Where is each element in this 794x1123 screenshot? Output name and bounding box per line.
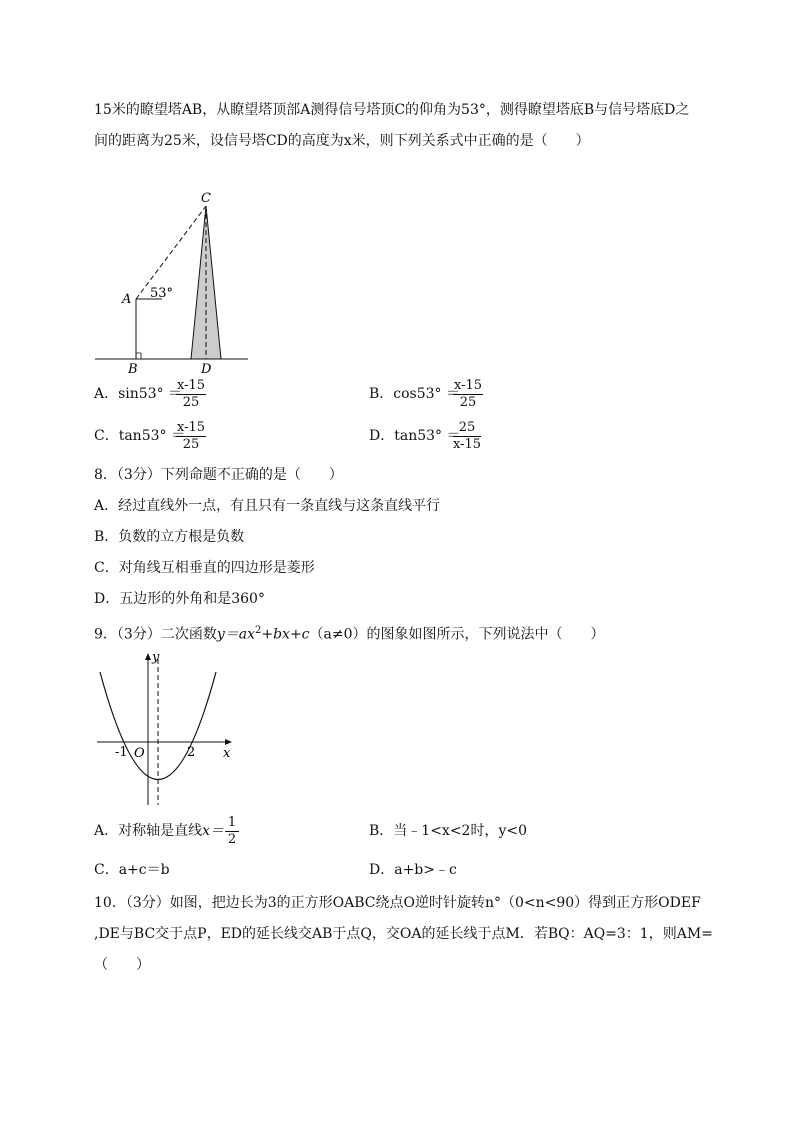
q9-stem: 9．（3分）二次函数$y=ax^2+bx+c(a\ne 0)$的图象如图所示，下列说法中（ ）	[94, 625, 605, 643]
label-d: D	[201, 362, 212, 377]
q9-option-a-fraction: $\frac{1}{2}$	[225, 815, 239, 848]
q10-stem-line2: ,DE与BC交于点P，ED的延长线交AB于点Q，交OA的延长线于点M．若BQ：AQ=3：1，则AM=	[94, 926, 713, 942]
q7-option-a-fraction: $\frac{x-15}{25}$	[177, 378, 206, 410]
q9-option-a: A．对称轴是直线x＝	[94, 823, 225, 839]
q8-option-b: B．负数的立方根是负数	[94, 529, 245, 545]
label-two: 2	[187, 745, 196, 760]
q7-stem-line2: 间的距离为25米，设信号塔CD的高度为x米，则下列关系式中正确的是（ ）	[94, 133, 590, 149]
label-b: B	[128, 362, 138, 377]
q8-stem: 8．（3分）下列命题不正确的是（ ）	[94, 467, 343, 483]
q7-option-a: A．sin53° ＝	[94, 386, 183, 402]
label-origin: O	[134, 746, 145, 761]
label-angle-53: 53°	[150, 286, 174, 301]
q7-option-c-fraction: $\frac{x-15}{25}$	[177, 420, 206, 452]
label-x: x	[223, 746, 231, 761]
y-axis-arrow	[145, 653, 151, 660]
q10-stem-line3: （ ）	[94, 957, 150, 973]
q7-option-b: B．cos53° ＝	[369, 386, 461, 402]
q7-option-d-fraction: $\frac{25}{x-15}$	[453, 420, 482, 452]
label-a: A	[122, 292, 132, 307]
q9-parabola-figure	[92, 645, 242, 815]
q9-option-b: B．当﹣1<x<2时，y<0	[369, 823, 528, 839]
q7-stem-line1: 15米的瞭望塔AB，从瞭望塔顶部A测得信号塔顶C的仰角为53°，测得瞭望塔底B与信号塔底D之	[94, 102, 690, 118]
q7-option-d: D．tan53° ＝	[369, 428, 461, 444]
q9-option-c: C．a+c＝b	[94, 862, 170, 878]
right-angle-mark	[136, 353, 141, 359]
q9-option-d: D．a+b>﹣c	[369, 862, 457, 878]
label-c: C	[201, 191, 211, 206]
label-y: y	[152, 650, 160, 665]
q8-option-c: C．对角线互相垂直的四边形是菱形	[94, 560, 315, 576]
q7-option-c: C．tan53° ＝	[94, 428, 185, 444]
q10-stem-line1: 10．（3分）如图，把边长为3的正方形OABC绕点O逆时针旋转n°（0<n<90）得到正方形ODEF	[94, 895, 701, 911]
label-neg1: -1	[115, 745, 128, 760]
q7-option-b-fraction: $\frac{x-15}{25}$	[454, 378, 483, 410]
q7-tower-figure	[90, 188, 260, 378]
x-axis-arrow	[225, 739, 232, 745]
q8-option-a: A．经过直线外一点，有且只有一条直线与这条直线平行	[94, 498, 441, 514]
q8-option-d: D．五边形的外角和是360°	[94, 591, 265, 607]
